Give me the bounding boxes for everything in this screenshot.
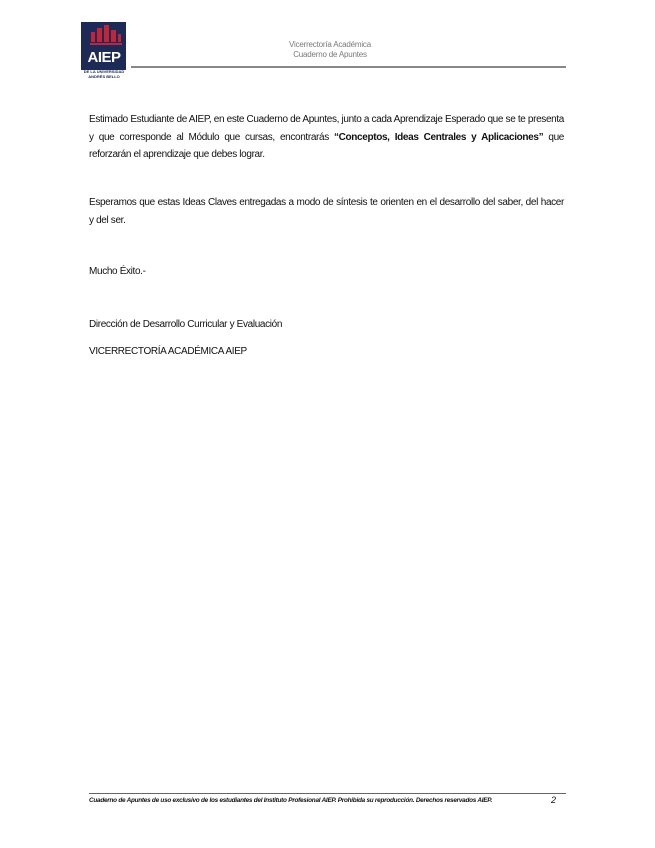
- logo-subtitle-2: ANDRÉS BELLO: [88, 74, 120, 79]
- intro-text-b: que reforzarán el aprendizaje que debes lograr.: [89, 131, 565, 160]
- logo-badge: [81, 22, 126, 70]
- logo-subtitle-1: DE LA UNIVERSIDAD: [83, 69, 125, 74]
- logo-wordmark: AIEP: [87, 49, 121, 66]
- building-icon: [81, 22, 126, 50]
- intro-text-a: Estimado Estudiante de AIEP, en este Cuaderno de Apuntes, junto a cada Aprendizaje Esperado que se te presenta y que corresponde al Módulo que cursas, encontrarás: [89, 114, 565, 143]
- second-paragraph: Esperamos que estas Ideas Claves entregadas a modo de síntesis te orienten en el desarrollo del saber, del hacer y del ser.: [89, 197, 564, 226]
- header-divider: [131, 66, 566, 68]
- signature-department: Dirección de Desarrollo Curricular y Evaluación: [89, 319, 283, 330]
- header-subtitle: Cuaderno de Apuntes: [293, 50, 367, 59]
- closing-line: Mucho Éxito.-: [89, 266, 146, 277]
- signature-office: VICERRECTORÍA ACADÉMICA AIEP: [89, 346, 247, 357]
- header-title: Vicerrectoría Académica: [289, 40, 371, 49]
- footer-notice: Cuaderno de Apuntes de uso exclusivo de los estudiantes del Instituto Profesional AIEP. Prohibida su reproducción. Derechos reservados AIEP.: [89, 797, 492, 804]
- aiep-logo: [81, 22, 126, 80]
- intro-paragraph: [89, 111, 564, 164]
- page-number: 2: [551, 795, 557, 805]
- intro-emphasis: “Conceptos, Ideas Centrales y Aplicaciones”: [334, 131, 544, 143]
- footer-divider: [89, 793, 566, 794]
